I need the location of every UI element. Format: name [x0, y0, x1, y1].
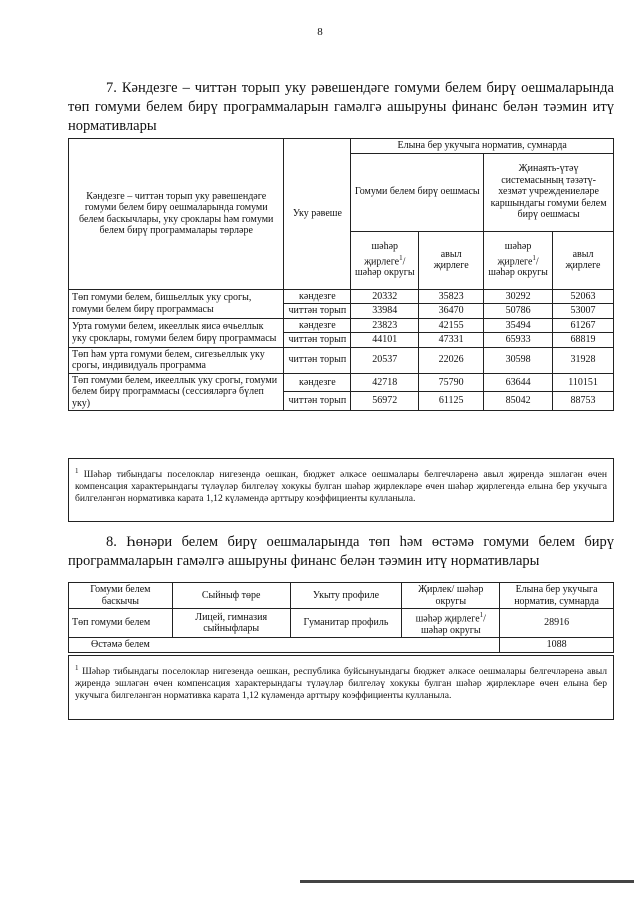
value-cell: 85042 — [484, 392, 553, 411]
form-cell: кәндезге — [284, 318, 351, 333]
norm-header: Елына бер укучыга норматив, сумнарда — [500, 583, 614, 609]
place-cell: шәһәр җирлеге$^1$/ шәһәр округы — [402, 609, 500, 638]
table-row — [69, 289, 614, 304]
value-cell: 36470 — [419, 304, 484, 319]
value-cell: 53007 — [553, 304, 614, 319]
page-number: 8 — [317, 26, 323, 38]
rural-header-2: авыл җирлеге — [553, 231, 614, 289]
value-cell: 1088 — [500, 638, 614, 653]
section-8-title: Һөнәри белем бирү оешмаларында төп һәм өстәмә гомуми белем бирү программаларын гамәлгә ашыруны финанс белән тәэмин итү нормативлары — [68, 534, 615, 569]
section-7-footnote — [68, 458, 614, 522]
section-7-heading — [68, 79, 614, 136]
extra-education-label: Өстәмә белем — [69, 638, 500, 653]
value-cell: 68819 — [553, 333, 614, 348]
section-7-table — [68, 138, 614, 411]
level-header: Гомуми белем баскычы — [69, 583, 173, 609]
level-cell: Төп гомуми белем — [69, 609, 173, 638]
footnote-marker: 1 — [75, 467, 79, 475]
value-cell: 47331 — [419, 333, 484, 348]
value-cell: 56972 — [351, 392, 419, 411]
value-cell: 30598 — [484, 347, 553, 373]
profile-cell: Гуманитар профиль — [290, 609, 402, 638]
form-cell: кәндезге — [284, 289, 351, 304]
table-row — [69, 638, 614, 653]
form-cell: читтән торып — [284, 392, 351, 411]
program-header: Кәндезге – читтән торып уку рәвешендәге гомуми белем бирү оешмаларында гомуми белем баскычлары, уку сроклары һәм гомуми белем бирү программалары төрләре — [69, 139, 284, 290]
general-school-header: Гомуми белем бирү оешмасы — [351, 153, 484, 231]
value-cell: 35823 — [419, 289, 484, 304]
value-cell: 22026 — [419, 347, 484, 373]
value-cell: 50786 — [484, 304, 553, 319]
value-cell: 30292 — [484, 289, 553, 304]
value-cell: 75790 — [419, 373, 484, 392]
value-cell: 88753 — [553, 392, 614, 411]
form-cell: читтән торып — [284, 333, 351, 348]
section-7-number: 7. — [106, 80, 117, 96]
value-cell: 42155 — [419, 318, 484, 333]
program-cell: Төп гомуми белем, икееллык уку срогы, гомуми белем бирү программасы (сессияләргә бүлеп уку) — [69, 373, 284, 411]
value-cell: 42718 — [351, 373, 419, 392]
value-cell: 52063 — [553, 289, 614, 304]
footnote-text: Шәһәр тибындагы поселоклар нигезендә оешкан, республика буйсынуындагы бюджет әлкәсе оешмалары белгечләренә авыл җирендә эшләгән өчен компенсация характерындагы түләүләр билгеләү хокукы булган шәһәр җирлекләре өчен елына бер укучыга билгеләнгән нормативка карата 1,12 күләмендә арттыру коэффициенты кулланыла. — [75, 666, 607, 702]
program-cell: Урта гомуми белем, икееллык яисә өчьеллык уку сроклары, гомуми белем бирү программасы — [69, 318, 284, 347]
section-8-footnote — [68, 655, 614, 720]
footnote-text: Шәһәр тибындагы поселоклар нигезендә оешкан, бюджет әлкәсе оешмалары белгечләренә авыл җирендә эшләгән өчен компенсация характерындагы түләүләр билгеләү хокукы булган шәһәр җирлекләре өчен шәһәр җирлегендә елына бер укучыга билгеләнгән нормативка карата 1,12 күләмендә арттыру коэффициенты кулланыла. — [75, 469, 607, 505]
penal-school-header: Җинаять-үтәү системасының тәзәтү-хезмәт учреждениеләре каршындагы гомуми белем бирү оешмасы — [484, 153, 614, 231]
section-8-heading — [68, 533, 614, 571]
section-8-number: 8. — [106, 534, 117, 550]
section-7-title: Кәндезге – читтән торып уку рәвешендәге гомуми белем бирү оешмаларында төп гомуми белем бирү программаларын гамәлгә ашыруны финанс белән тәэмин итү нормативлары — [68, 80, 614, 134]
city-header-2: шәһәр җирлеге$^1$/ шәһәр округы — [484, 231, 553, 289]
value-cell: 61267 — [553, 318, 614, 333]
norm-header: Елына бер укучыга норматив, сумнарда — [351, 139, 614, 154]
class-type-header: Сыйныф төре — [172, 583, 290, 609]
place-header: Җирлек/ шәһәр округы — [402, 583, 500, 609]
bottom-rule — [300, 880, 634, 883]
form-cell: кәндезге — [284, 373, 351, 392]
value-cell: 35494 — [484, 318, 553, 333]
value-cell: 31928 — [553, 347, 614, 373]
table-row — [69, 347, 614, 373]
footnote-marker: 1 — [75, 664, 79, 672]
table-row — [69, 318, 614, 333]
city-header: шәһәр җирлеге$^1$/ шәһәр округы — [351, 231, 419, 289]
table-row — [69, 609, 614, 638]
table-row — [69, 373, 614, 392]
value-cell: 20332 — [351, 289, 419, 304]
value-cell: 20537 — [351, 347, 419, 373]
profile-header: Укыту профиле — [290, 583, 402, 609]
value-cell: 23823 — [351, 318, 419, 333]
program-cell: Төп һәм урта гомуми белем, сигезьеллык уку срогы, индивидуаль программа — [69, 347, 284, 373]
rural-header: авыл җирлеге — [419, 231, 484, 289]
value-cell: 61125 — [419, 392, 484, 411]
class-type-cell: Лицей, гимназия сыйныфлары — [172, 609, 290, 638]
form-cell: читтән торып — [284, 347, 351, 373]
form-cell: читтән торып — [284, 304, 351, 319]
section-8-table — [68, 582, 614, 653]
value-cell: 63644 — [484, 373, 553, 392]
value-cell: 33984 — [351, 304, 419, 319]
program-cell: Төп гомуми белем, бишьеллык уку срогы, гомуми белем бирү программасы — [69, 289, 284, 318]
value-cell: 110151 — [553, 373, 614, 392]
value-cell: 28916 — [500, 609, 614, 638]
value-cell: 65933 — [484, 333, 553, 348]
form-header: Уку рәвеше — [284, 139, 351, 290]
value-cell: 44101 — [351, 333, 419, 348]
